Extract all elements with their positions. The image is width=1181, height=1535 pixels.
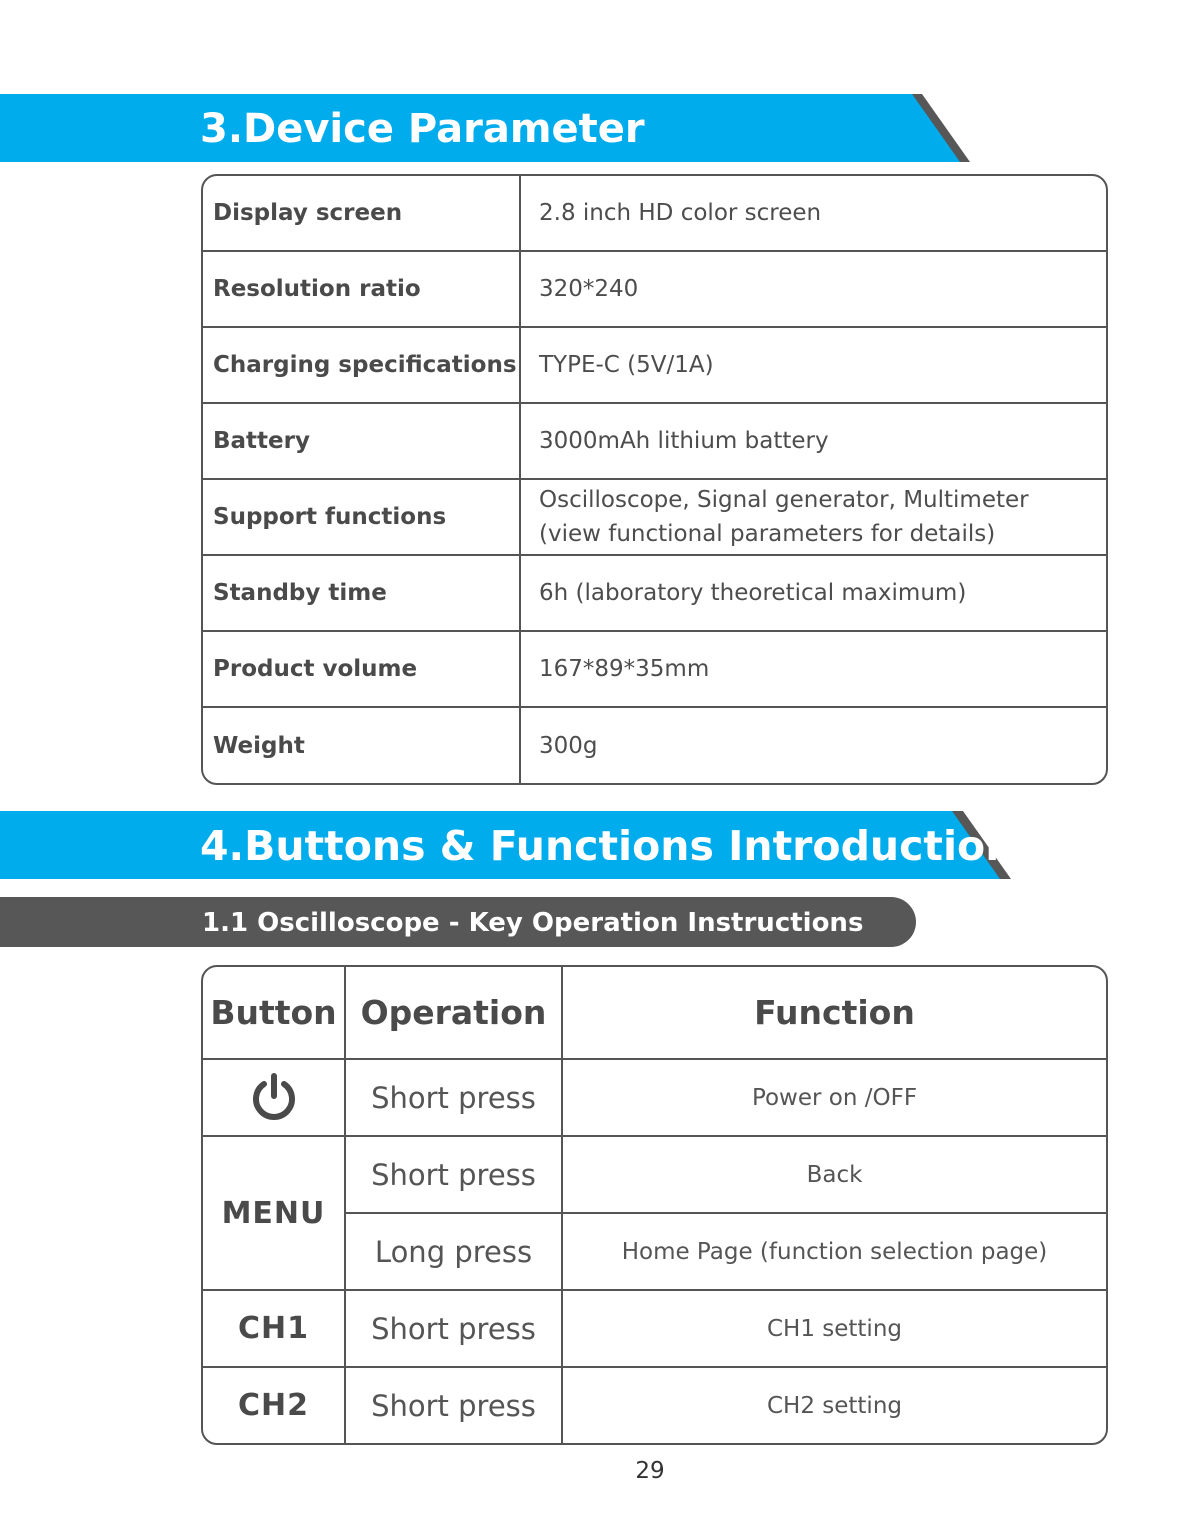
subsection-title: 1.1 Oscilloscope - Key Operation Instructions [202, 908, 864, 938]
parameter-value-line: 2.8 inch HD color screen [539, 200, 822, 226]
key-operation-table [201, 965, 1108, 1445]
power-icon [250, 1071, 298, 1125]
function-cell: Power on /OFF [563, 1060, 1106, 1137]
table-row [203, 1291, 1106, 1368]
subsection-banner [0, 897, 916, 947]
function-cell: Back [563, 1137, 1106, 1214]
operation-cell: Short press [346, 1368, 563, 1443]
section-title: 4.Buttons & Functions Introduction [200, 822, 1015, 870]
parameter-value [521, 252, 1106, 328]
parameter-value-line: 167*89*35mm [539, 656, 710, 682]
section-title: 3.Device Parameter [200, 106, 645, 152]
function-cell: CH2 setting [766, 1392, 903, 1419]
table-row [203, 632, 1106, 708]
parameter-value-line: 320*240 [539, 276, 639, 302]
table-row [203, 1368, 1106, 1443]
button-cell-menu: MENU [203, 1137, 346, 1291]
column-header-button: Button [203, 967, 346, 1060]
table-row [203, 176, 1106, 252]
table-row [203, 404, 1106, 480]
column-header-operation: Operation [346, 967, 563, 1060]
parameter-value [521, 328, 1106, 404]
table-row [203, 328, 1106, 404]
table-row [203, 480, 1106, 556]
parameter-value [521, 632, 1106, 708]
operation-cell: Short press [346, 1060, 563, 1137]
button-cell-ch2: CH2 [203, 1368, 346, 1443]
section-banner-buttons-functions [0, 811, 1015, 879]
button-cell-ch1: CH1 [203, 1291, 346, 1368]
table-row [203, 708, 1106, 783]
parameter-value [521, 556, 1106, 632]
parameter-value-line: 3000mAh lithium battery [539, 428, 829, 454]
parameter-value-line: 300g [539, 732, 598, 759]
parameter-value [521, 708, 1106, 783]
parameter-label: Product volume [203, 632, 521, 708]
page-number: 29 [635, 1458, 665, 1484]
section-banner-device-parameter [0, 94, 970, 162]
operation-cell: Long press [346, 1214, 563, 1291]
operation-cell: Short press [346, 1137, 563, 1214]
parameter-label: Charging specifications [203, 328, 521, 404]
device-parameter-table [201, 174, 1108, 785]
table-row [203, 556, 1106, 632]
parameter-label: Weight [203, 708, 521, 783]
parameter-value [521, 176, 1106, 252]
parameter-label: Standby time [203, 556, 521, 632]
table-row [203, 1060, 1106, 1137]
table-header-row [203, 967, 1106, 1060]
parameter-value [521, 404, 1106, 480]
parameter-value-line: 6h (laboratory theoretical maximum) [539, 580, 967, 606]
parameter-label: Display screen [203, 176, 521, 252]
function-cell: Home Page (function selection page) [563, 1214, 1106, 1291]
parameter-value-line: TYPE-C (5V/1A) [539, 352, 714, 378]
parameter-value-line: Oscilloscope, Signal generator, Multimeter [539, 487, 1029, 513]
table-row [203, 1137, 1106, 1214]
parameter-value [521, 480, 1106, 556]
parameter-label: Resolution ratio [203, 252, 521, 328]
parameter-label: Battery [203, 404, 521, 480]
function-cell: CH1 setting [563, 1291, 1106, 1368]
table-row [203, 252, 1106, 328]
parameter-label: Support functions [203, 480, 521, 556]
button-cell [203, 1060, 346, 1137]
column-header-function: Function [563, 967, 1106, 1060]
operation-cell: Short press [346, 1291, 563, 1368]
parameter-value-line: (view functional parameters for details) [539, 521, 996, 547]
